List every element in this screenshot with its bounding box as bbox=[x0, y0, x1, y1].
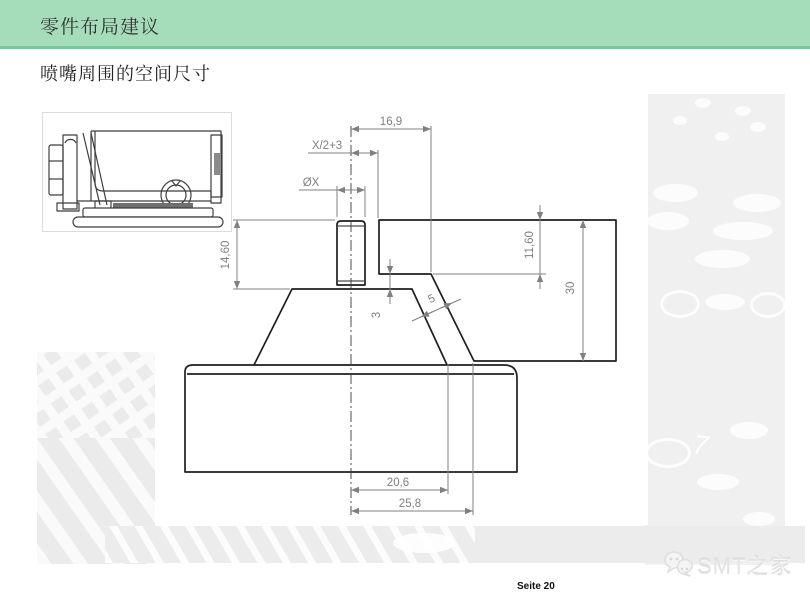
bg-pad bbox=[743, 512, 775, 526]
inset-figure bbox=[42, 112, 232, 232]
bg-pad bbox=[695, 98, 711, 108]
dim-label-top-width: 16,9 bbox=[379, 116, 403, 128]
part-outlines bbox=[185, 220, 616, 472]
bg-pad bbox=[705, 294, 745, 310]
dim-base-inner bbox=[351, 477, 448, 490]
bg-ring bbox=[750, 292, 785, 318]
bg-pad bbox=[673, 116, 687, 125]
slide-title: 零件布局建议 bbox=[40, 17, 161, 38]
head-plate-lower bbox=[73, 217, 223, 227]
bg-pad bbox=[730, 422, 768, 439]
dim-top-width bbox=[351, 116, 431, 129]
bg-ring bbox=[645, 438, 691, 468]
bg-pad bbox=[695, 250, 750, 268]
dim-label-half-plus3: X/2+3 bbox=[311, 140, 343, 152]
part-nozzle-cone bbox=[253, 289, 448, 367]
bg-pad bbox=[750, 122, 766, 132]
dim-label-step-depth: 11,60 bbox=[524, 231, 536, 259]
bg-pad bbox=[735, 106, 751, 116]
dim-label-base-inner: 20,6 bbox=[386, 477, 410, 489]
dim-label-gap-slant: 5 bbox=[426, 292, 438, 307]
dim-label-shaft-height: 14,60 bbox=[220, 240, 232, 270]
bg-pad bbox=[697, 474, 739, 490]
dim-diameter bbox=[299, 177, 365, 190]
dim-label-block-height: 30 bbox=[565, 281, 577, 295]
bg-pad bbox=[733, 194, 781, 212]
wechat-logo-icon bbox=[661, 548, 695, 582]
head-left-bracket bbox=[49, 145, 63, 195]
slide-subtitle: 喷嘴周围的空间尺寸 bbox=[40, 64, 211, 84]
dim-label-gap-vertical: 3 bbox=[371, 311, 383, 319]
bg-digit-seven: 7 bbox=[691, 429, 711, 461]
bg-pad bbox=[393, 533, 455, 553]
dim-half-plus3 bbox=[308, 140, 378, 153]
watermark bbox=[661, 548, 792, 582]
bg-pad bbox=[713, 222, 773, 240]
footer-page-label: Seite 20 bbox=[517, 581, 555, 592]
dim-label-diameter: ØX bbox=[302, 177, 320, 189]
bg-circuit-right-panel bbox=[645, 94, 785, 565]
inset-drawing-svg bbox=[43, 113, 231, 231]
bg-grid-pattern bbox=[37, 352, 155, 438]
bg-ring bbox=[660, 290, 700, 318]
head-plate-upper bbox=[83, 208, 213, 217]
watermark-text: SMT之家 bbox=[697, 553, 793, 579]
bg-pad bbox=[653, 184, 698, 202]
dim-label-base-outer: 25,8 bbox=[398, 498, 422, 510]
bg-pad bbox=[715, 132, 729, 141]
head-body bbox=[91, 131, 221, 203]
bg-pad bbox=[647, 212, 689, 230]
dim-base-outer bbox=[351, 498, 473, 511]
